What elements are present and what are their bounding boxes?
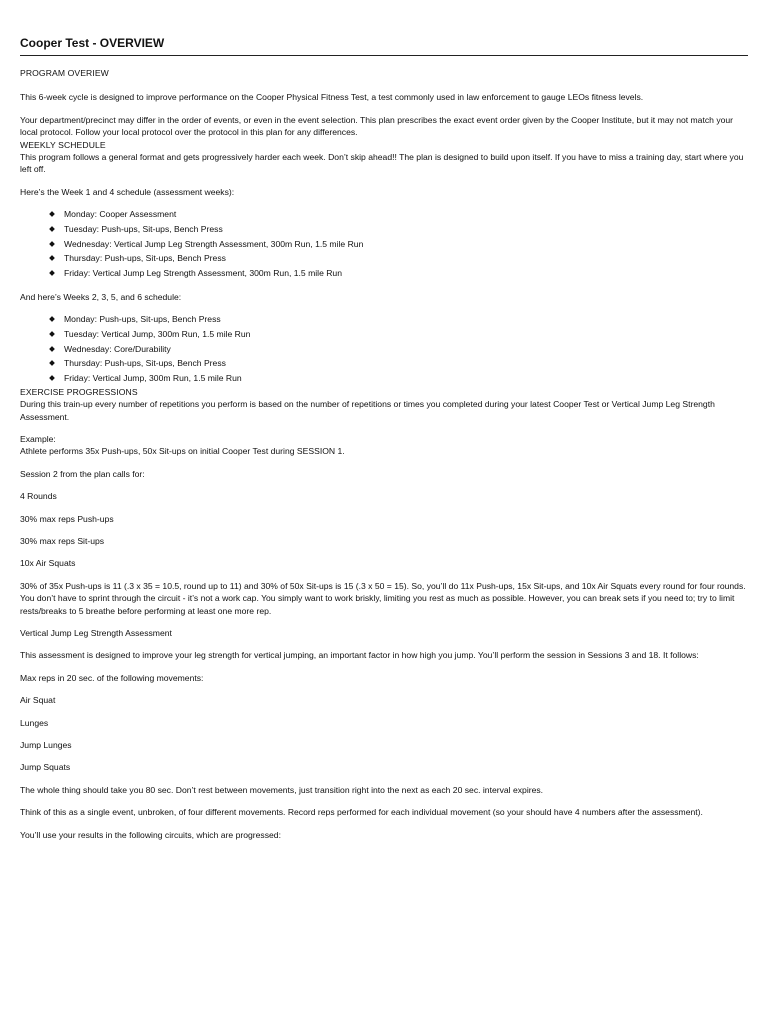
session-2-item: 30% max reps Sit-ups	[20, 535, 105, 546]
list-item: Thursday: Push-ups, Sit-ups, Bench Press	[50, 356, 748, 371]
session-2-rounds: 4 Rounds	[20, 491, 57, 502]
bullet-icon	[49, 360, 55, 366]
bullet-icon	[49, 375, 55, 381]
movement-item: Air Squat	[20, 695, 56, 706]
bullet-icon	[49, 241, 55, 247]
weekly-schedule-heading: WEEKLY SCHEDULE	[20, 139, 106, 150]
session-2-intro: Session 2 from the plan calls for:	[20, 468, 145, 479]
vertical-jump-heading: Vertical Jump Leg Strength Assessment	[20, 627, 172, 638]
vertical-jump-paragraph-4: You’ll use your results in the following circuits, which are progressed:	[20, 829, 281, 840]
weekly-schedule-paragraph: This program follows a general format and gets progressively harder each week. Don’t skip ahead!! The plan is designed to build upon itself. If you have to miss a training day, start where you left off.	[20, 152, 744, 175]
vertical-jump-paragraph-3: Think of this as a single event, unbroken, of four different movements. Record reps performed for each individual movement (so your should have 4 numbers after the assessment).	[20, 807, 703, 818]
max-reps-intro: Max reps in 20 sec. of the following movements:	[20, 672, 204, 683]
program-overview-paragraph-1: This 6-week cycle is designed to improve performance on the Cooper Physical Fitness Test, a test commonly used in law enforcement to gauge LEOs fitness levels.	[20, 92, 644, 103]
list-item: Thursday: Push-ups, Sit-ups, Bench Press	[50, 251, 748, 266]
session-2-item: 10x Air Squats	[20, 558, 76, 569]
bullet-icon	[49, 226, 55, 232]
exercise-progressions-heading: EXERCISE PROGRESSIONS	[20, 386, 138, 397]
list-item: Wednesday: Vertical Jump Leg Strength Assessment, 300m Run, 1.5 mile Run	[50, 237, 748, 252]
session-2-item: 30% max reps Push-ups	[20, 513, 114, 524]
schedule-intro-week-1-4: Here’s the Week 1 and 4 schedule (assessment weeks):	[20, 186, 235, 197]
movement-item: Lunges	[20, 717, 49, 728]
list-item: Monday: Push-ups, Sit-ups, Bench Press	[50, 312, 748, 327]
bullet-icon	[49, 331, 55, 337]
title-divider	[20, 55, 748, 56]
bullet-icon	[49, 256, 55, 262]
list-item: Wednesday: Core/Durability	[50, 342, 748, 357]
schedule-intro-other-weeks: And here’s Weeks 2, 3, 5, and 6 schedule:	[20, 291, 182, 302]
exercise-progressions-paragraph: During this train-up every number of repetitions you perform is based on the number of repetitions or times you completed during your latest Cooper Test or Vertical Jump Leg Strength Assessment.	[20, 399, 715, 422]
example-label: Example:	[20, 433, 56, 444]
list-item: Friday: Vertical Jump Leg Strength Assessment, 300m Run, 1.5 mile Run	[50, 266, 748, 281]
document-title: Cooper Test - OVERVIEW	[20, 36, 165, 50]
program-overview-paragraph-2: Your department/precinct may differ in the order of events, or even in the event selection. This plan prescribes the exact event order given by the Cooper Institute, but it may not match your local protocol. Follow your local protocol over the protocol in this plan for any differences.	[20, 114, 734, 138]
list-item: Friday: Vertical Jump, 300m Run, 1.5 mile Run	[50, 371, 748, 386]
list-item: Tuesday: Push-ups, Sit-ups, Bench Press	[50, 222, 748, 237]
vertical-jump-paragraph-2: The whole thing should take you 80 sec. Don’t rest between movements, just transition right into the next as each 20 sec. interval expires.	[20, 784, 544, 795]
vertical-jump-paragraph-1: This assessment is designed to improve your leg strength for vertical jumping, an important factor in how high you jump. You’ll perform the session in Sessions 3 and 18. It follows:	[20, 650, 699, 661]
bullet-icon	[49, 270, 55, 276]
list-item: Tuesday: Vertical Jump, 300m Run, 1.5 mile Run	[50, 327, 748, 342]
bullet-icon	[49, 346, 55, 352]
schedule-list-other-weeks	[20, 312, 748, 386]
bullet-icon	[49, 211, 55, 217]
example-text: Athlete performs 35x Push-ups, 50x Sit-ups on initial Cooper Test during SESSION 1.	[20, 446, 345, 457]
list-item: Monday: Cooper Assessment	[50, 207, 748, 222]
bullet-icon	[49, 316, 55, 322]
movement-item: Jump Squats	[20, 762, 71, 773]
movement-item: Jump Lunges	[20, 740, 72, 750]
program-overview-heading: PROGRAM OVERIEW	[20, 68, 109, 78]
schedule-list-week-1-4	[20, 207, 748, 281]
session-2-explanation: 30% of 35x Push-ups is 11 (.3 x 35 = 10.5, round up to 11) and 30% of 50x Sit-ups is 15 (.3 x 50 = 15). So, you’ll do 11x Push-ups, 15x Sit-ups, and 10x Air Squats every round for four rounds. You don’t have to sprint through the circuit - it’s not a work cap. You simply want to work briskly, limiting you rest as much as possible. However, you can break sets if you need to; try to limit rests/breaks to 5 breathe before performing at least one more rep.	[20, 580, 746, 616]
